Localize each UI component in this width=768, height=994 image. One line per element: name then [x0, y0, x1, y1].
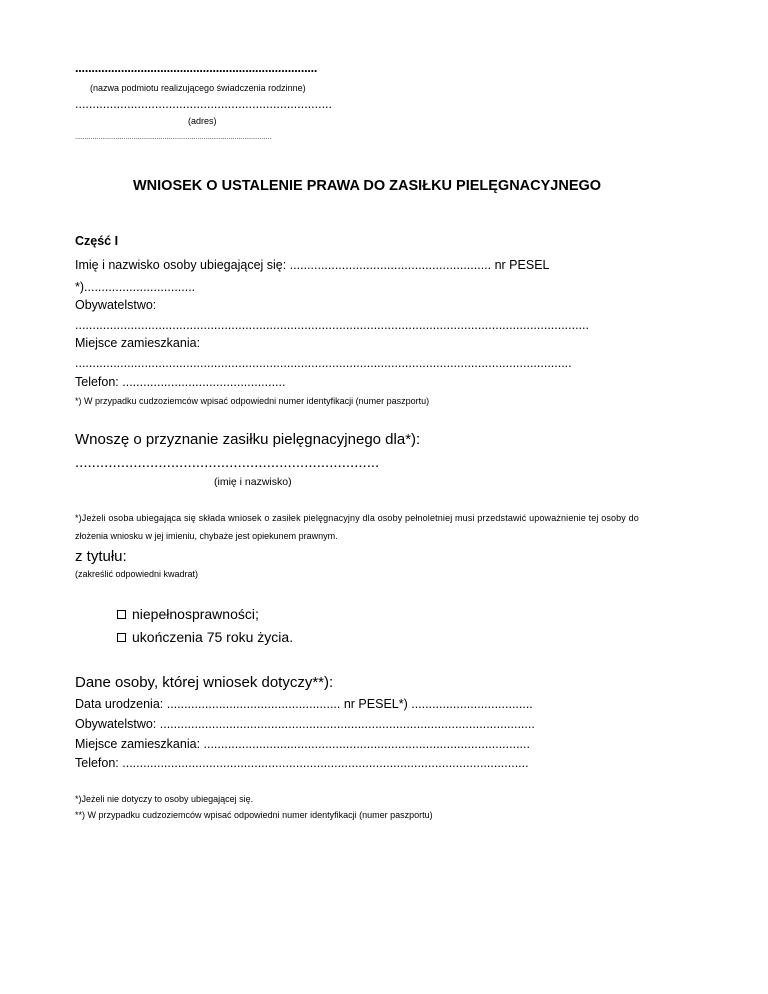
person-heading: Dane osoby, której wniosek dotyczy**):: [75, 674, 334, 691]
address-dots: ..........................................................................: [75, 97, 332, 111]
person-birth-line: Data urodzenia: .................................................. nr PESEL*) ...................................: [75, 697, 533, 711]
applicant-pesel-cont: *)................................: [75, 280, 196, 294]
address-caption: (adres): [188, 116, 217, 126]
title-note: (zakreślić odpowiedni kwadrat): [75, 569, 199, 579]
option-age75-label: ukończenia 75 roku życia.: [132, 629, 294, 645]
request-note-line2: złożenia wniosku w jej imieniu, chybaże jest opiekunem prawnym.: [75, 531, 338, 541]
option-age75[interactable]: [117, 629, 293, 645]
checkbox-age75[interactable]: [117, 633, 126, 642]
request-name-dots: .........................................................................: [75, 454, 380, 471]
applicant-phone-line: Telefon: ...............................................: [75, 375, 286, 389]
part1-footnote: *) W przypadku cudzoziemców wpisać odpowiedni numer identyfikacji (numer paszportu): [75, 396, 430, 406]
address-extra-dots: .....................................................................................................: [75, 134, 272, 141]
person-citizenship-line: Obywatelstwo: ............................................................................................................: [75, 717, 535, 731]
checkbox-disability[interactable]: [117, 610, 126, 619]
option-disability[interactable]: [117, 606, 259, 622]
document-title: WNIOSEK O USTALENIE PRAWA DO ZASIŁKU PIELĘGNACYJNEGO: [133, 178, 602, 194]
person-phone-line: Telefon: .....................................................................................................................: [75, 756, 529, 770]
title-heading: z tytułu:: [75, 548, 127, 565]
person-footnote2: **) W przypadku cudzoziemców wpisać odpowiedni numer identyfikacji (numer paszportu): [75, 810, 433, 820]
applicant-name-line: Imię i nazwisko osoby ubiegającej się: .......................................................... nr PESEL: [75, 258, 550, 272]
person-residence-line: Miejsce zamieszkania: ..............................................................................................: [75, 737, 530, 751]
person-footnote1: *)Jeżeli nie dotyczy to osoby ubiegającej się.: [75, 794, 254, 804]
applicant-citizenship-label: Obywatelstwo:: [75, 298, 157, 312]
applicant-residence-dots: ...............................................................................................................................................: [75, 356, 572, 370]
applicant-citizenship-dots: ....................................................................................................................................................: [75, 318, 589, 332]
option-disability-label: niepełnosprawności;: [132, 606, 259, 622]
request-note-line1: *)Jeżeli osoba ubiegająca się składa wniosek o zasiłek pielęgnacyjny dla osoby pełnoletniej musi przedstawić upoważnienie tej osoby do: [75, 513, 639, 523]
entity-name-dots: ..........................................................................: [75, 61, 318, 75]
entity-name-caption: (nazwa podmiotu realizującego świadczenia rodzinne): [90, 83, 306, 93]
request-name-caption: (imię i nazwisko): [214, 476, 292, 488]
applicant-residence-label: Miejsce zamieszkania:: [75, 336, 201, 350]
part1-heading: Część I: [75, 234, 119, 248]
request-heading: Wnoszę o przyznanie zasiłku pielęgnacyjnego dla*):: [75, 431, 421, 448]
